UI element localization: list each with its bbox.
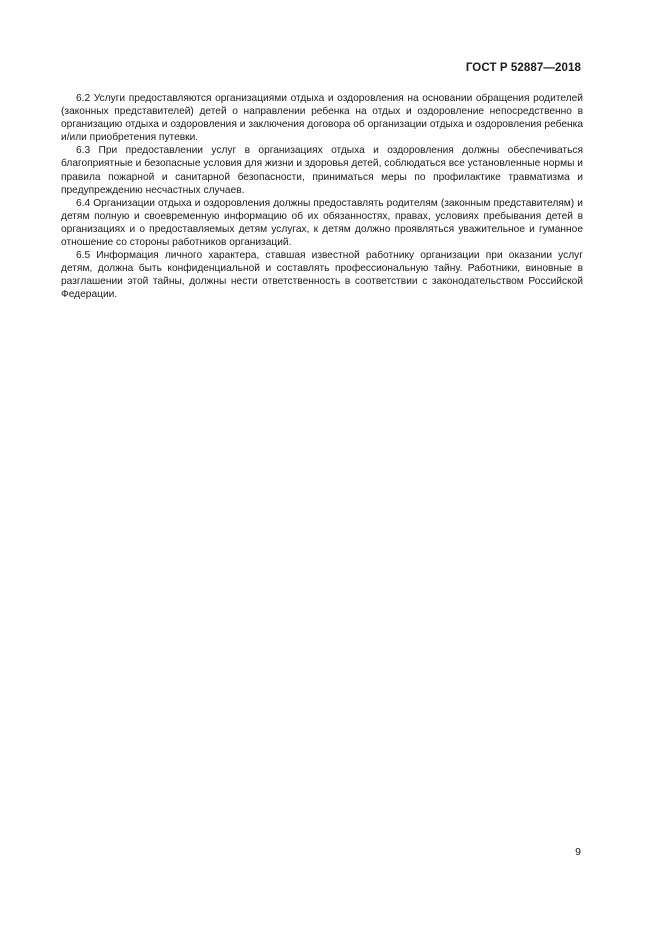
document-body bbox=[61, 92, 583, 302]
page-number: 9 bbox=[575, 846, 581, 858]
paragraph-6-4: 6.4 Организации отдыха и оздоровления должны предоставлять родителям (законным представителям) и детям полную и своевременную информацию об их обязанностях, правах, условиях пребывания детей в организациях и о предоставляемых детям услугах, к детям должно проявляться уважительное и гуманное отношение со стороны работников организаций. bbox=[61, 197, 583, 249]
paragraph-6-3: 6.3 При предоставлении услуг в организациях отдыха и оздоровления должны обеспечиваться благоприятные и безопасные условия для жизни и здоровья детей, соблюдаться все установленные нормы и правила пожарной и санитарной безопасности, приниматься меры по профилактике травматизма и предупреждению несчастных случаев. bbox=[61, 145, 583, 196]
paragraph-6-5: 6.5 Информация личного характера, ставшая известной работнику организации при оказании услуг детям, должна быть конфиденциальной и составлять профессиональную тайну. Работники, виновные в разглашении этой тайны, должны нести ответственность в соответствии с законодательством Российской Федерации. bbox=[61, 250, 583, 301]
paragraph-6-2: 6.2 Услуги предоставляются организациями отдыха и оздоровления на основании обращения родителей (законных представителей) детей о направлении ребенка на отдых и оздоровление непосредственно в организацию отдыха и оздоровления и заключения договора об организации отдыха и оздоровления ребенка и/или приобретения путевки. bbox=[61, 93, 583, 144]
document-header: ГОСТ Р 52887—2018 bbox=[465, 62, 581, 74]
